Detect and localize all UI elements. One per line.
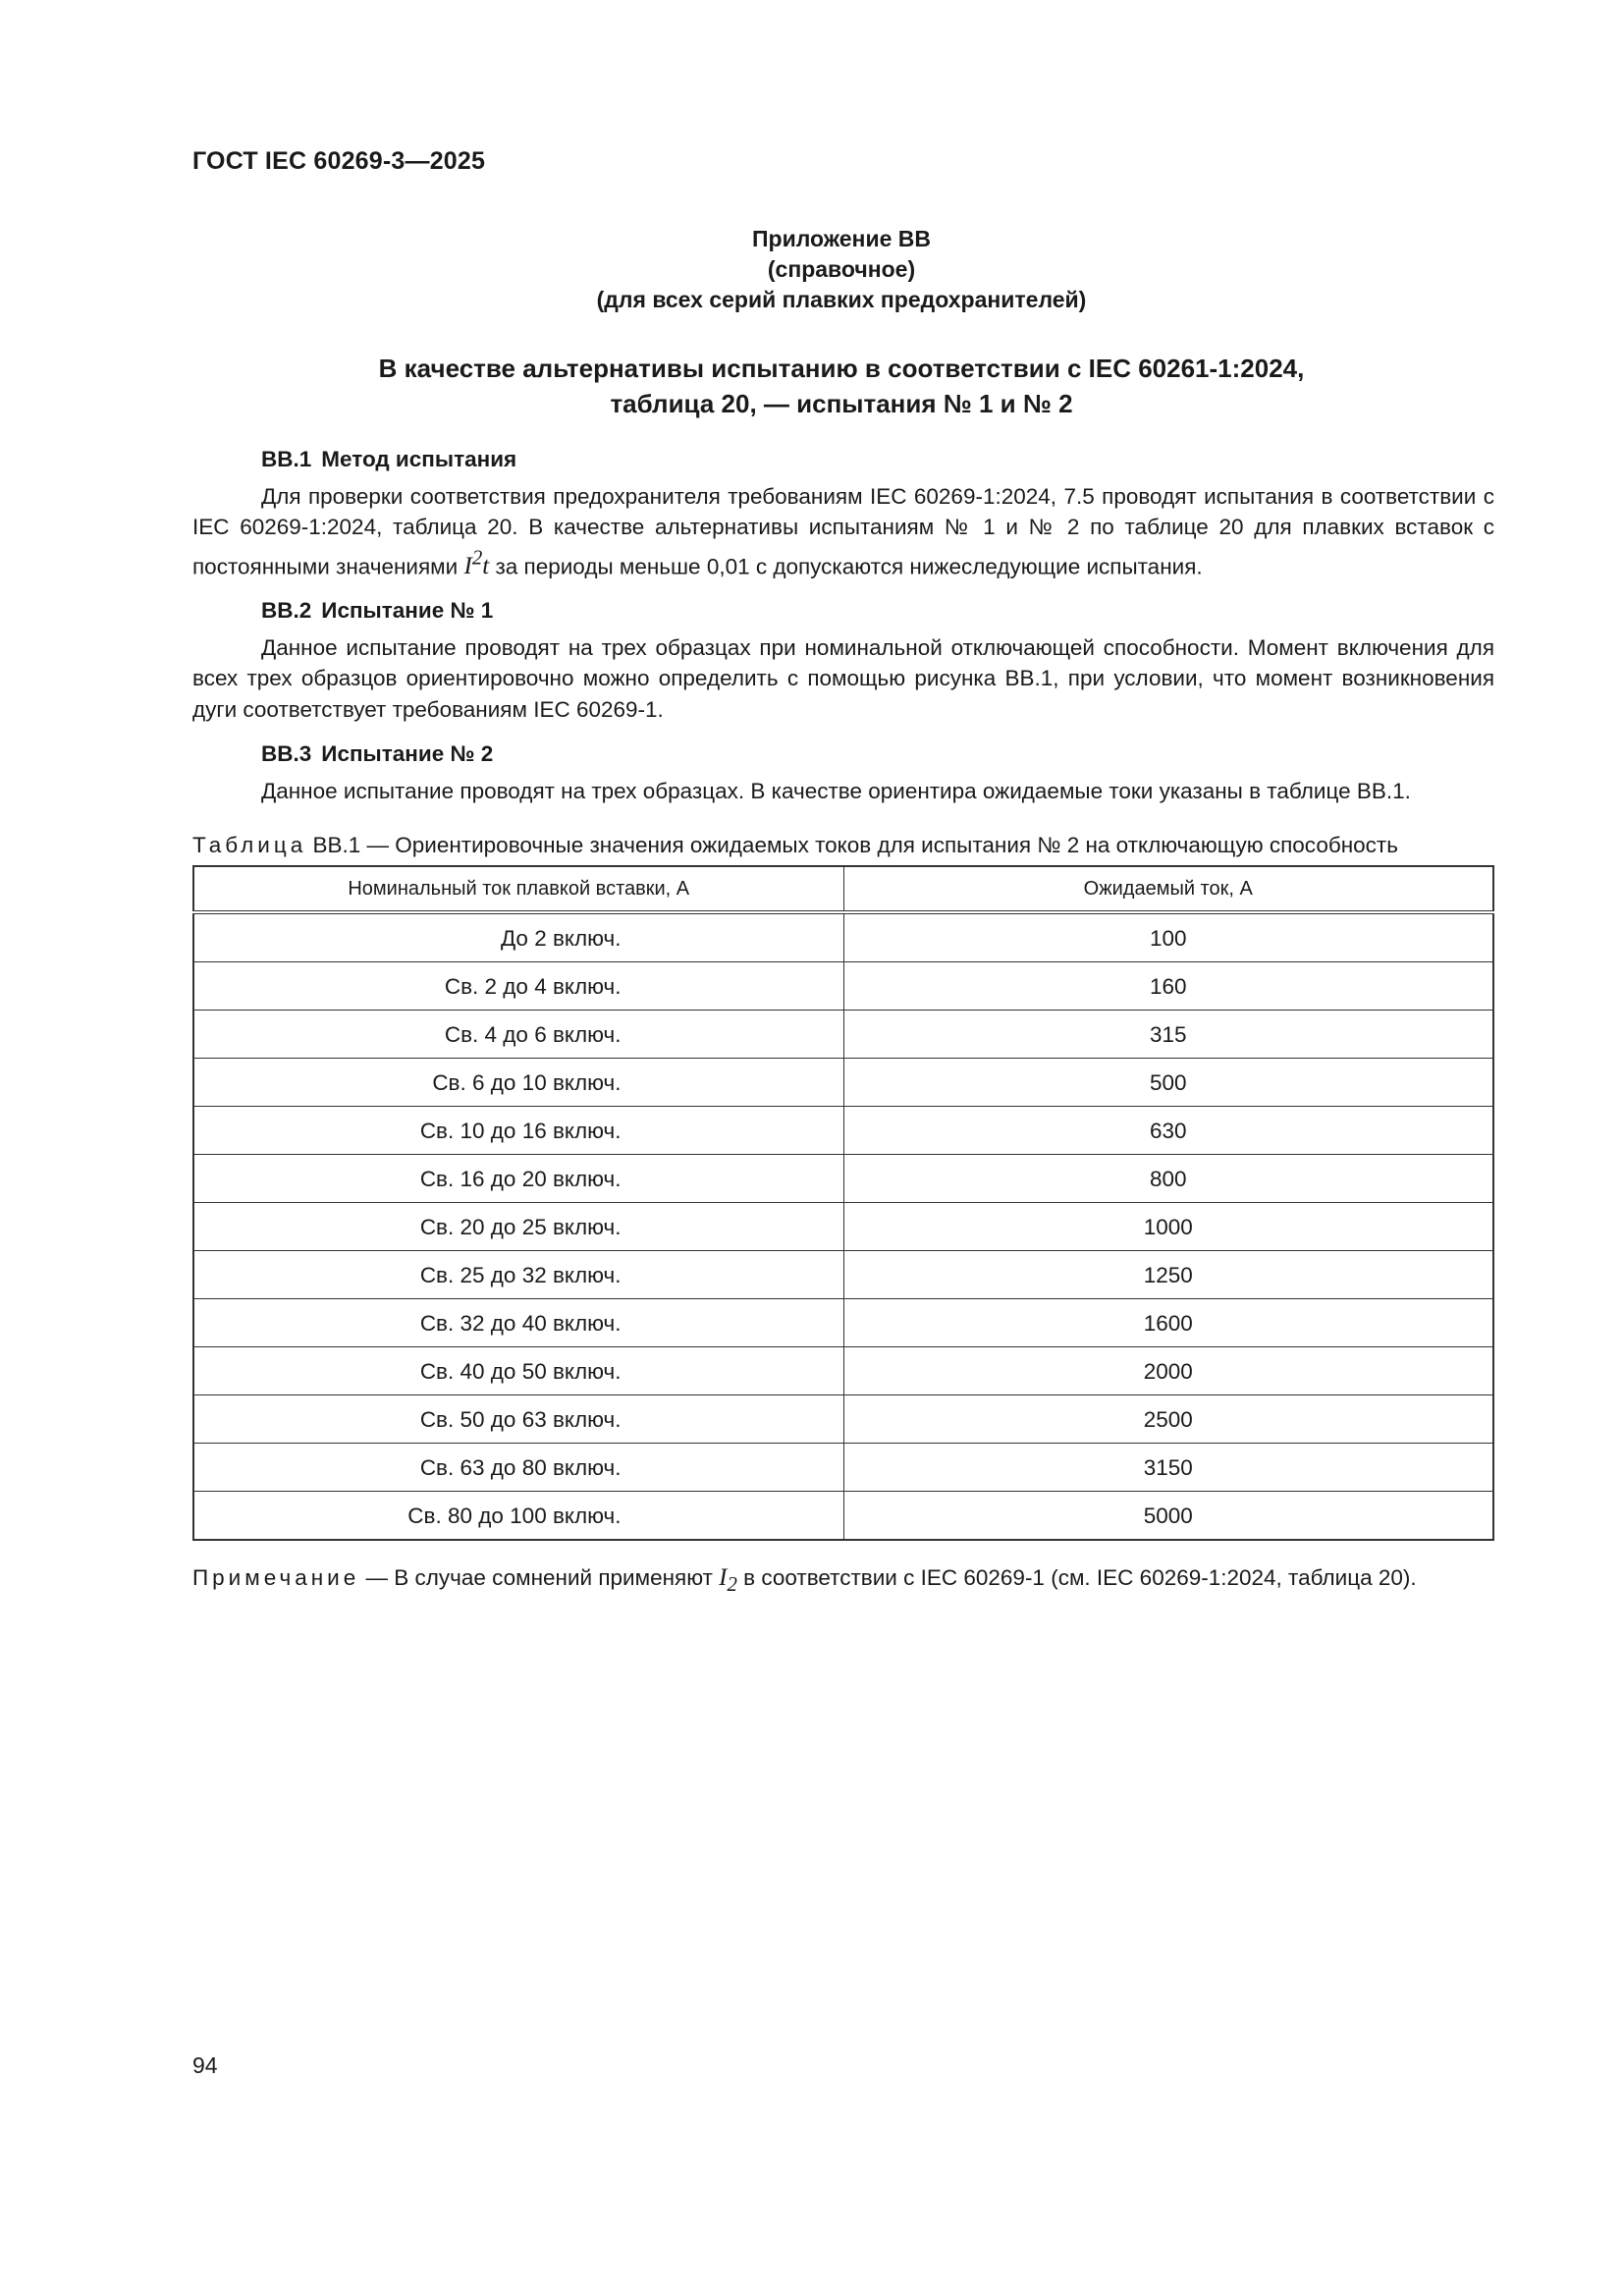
cell-expected-current: 3150 xyxy=(843,1444,1493,1492)
table-row xyxy=(193,1011,1493,1059)
cell-expected-current: 1600 xyxy=(843,1299,1493,1347)
table-row xyxy=(193,1155,1493,1203)
table-row xyxy=(193,1492,1493,1541)
table-header-row xyxy=(193,866,1493,912)
cell-expected-current: 630 xyxy=(843,1107,1493,1155)
annex-subtitle-line-2: таблица 20, — испытания № 1 и № 2 xyxy=(610,389,1073,418)
math-base: I xyxy=(463,552,472,579)
cell-rated-current: До 2 включ. xyxy=(193,912,843,962)
section-heading-bb3 xyxy=(261,738,1494,770)
annex-subtitle-line-1: В качестве альтернативы испытанию в соответствии с IEC 60261-1:2024, xyxy=(378,354,1305,383)
cell-expected-current: 800 xyxy=(843,1155,1493,1203)
table-row xyxy=(193,1107,1493,1155)
table-row xyxy=(193,1395,1493,1444)
section-paragraph-bb2: Данное испытание проводят на трех образцах при номинальной отключающей способности. Момент включения для всех трех образцов ориентировочно можно определить с помощью рисунка ВВ.1, при условии, что момент возникновения дуги соответствует требованиям IEC 60269-1. xyxy=(192,634,1494,722)
section-heading-bb1 xyxy=(261,444,1494,475)
math-superscript: 2 xyxy=(471,545,483,570)
cell-expected-current: 100 xyxy=(843,912,1493,962)
cell-rated-current: Св. 63 до 80 включ. xyxy=(193,1444,843,1492)
cell-expected-current: 160 xyxy=(843,962,1493,1011)
expected-current-table xyxy=(192,865,1494,1541)
cell-expected-current: 500 xyxy=(843,1059,1493,1107)
note-text: — В случае сомнений применяют xyxy=(359,1565,720,1591)
section-number: ВВ.1 xyxy=(261,447,312,471)
column-header-rated-current: Номинальный ток плавкой вставки, А xyxy=(193,866,843,912)
section-number: ВВ.2 xyxy=(261,598,312,624)
paragraph-text: за периоды меньше 0,01 с допускаются нижеследующие испытания. xyxy=(489,553,1203,578)
section-title: Метод испытания xyxy=(321,447,517,471)
cell-expected-current: 5000 xyxy=(843,1492,1493,1541)
cell-rated-current: Св. 4 до 6 включ. xyxy=(193,1011,843,1059)
annex-status: (справочное) xyxy=(767,256,916,282)
table-row xyxy=(193,1444,1493,1492)
annex-subtitle xyxy=(192,351,1490,421)
section-title: Испытание № 1 xyxy=(321,598,494,624)
table-body xyxy=(193,912,1493,1540)
table-note xyxy=(192,1562,1494,1600)
annex-title: Приложение ВВ xyxy=(751,226,931,251)
cell-rated-current: Св. 32 до 40 включ. xyxy=(193,1299,843,1347)
cell-rated-current: Св. 40 до 50 включ. xyxy=(193,1347,843,1395)
cell-expected-current: 2000 xyxy=(843,1347,1493,1395)
cell-rated-current: Св. 80 до 100 включ. xyxy=(193,1492,843,1541)
cell-rated-current: Св. 16 до 20 включ. xyxy=(193,1155,843,1203)
section-number: ВВ.3 xyxy=(261,741,312,767)
cell-rated-current: Св. 20 до 25 включ. xyxy=(193,1203,843,1251)
page-number: 94 xyxy=(192,2052,218,2078)
cell-rated-current: Св. 25 до 32 включ. xyxy=(193,1251,843,1299)
document-code: ГОСТ IEC 60269-3—2025 xyxy=(192,147,486,175)
cell-rated-current: Св. 6 до 10 включ. xyxy=(193,1059,843,1107)
section-paragraph-bb3: Данное испытание проводят на трех образцах. В качестве ориентира ожидаемые токи указаны в таблице ВВ.1. xyxy=(261,778,1411,803)
document-body xyxy=(192,444,1494,1622)
table-caption xyxy=(192,832,1494,859)
table-row xyxy=(193,962,1493,1011)
table-row xyxy=(193,1203,1493,1251)
section-heading-bb2 xyxy=(261,595,1494,627)
cell-rated-current: Св. 10 до 16 включ. xyxy=(193,1107,843,1155)
note-label: Примечание xyxy=(192,1565,360,1591)
table-caption-text: ВВ.1 — Ориентировочные значения ожидаемых токов для испытания № 2 на отключающую способность xyxy=(306,833,1398,858)
table-row xyxy=(193,912,1493,962)
table-row xyxy=(193,1299,1493,1347)
section-paragraph-bb1 xyxy=(192,481,1494,582)
cell-rated-current: Св. 50 до 63 включ. xyxy=(193,1395,843,1444)
note-text: в соответствии с IEC 60269-1 (см. IEC 60269-1:2024, таблица 20). xyxy=(736,1565,1417,1591)
math-base: I xyxy=(719,1564,728,1592)
table-caption-label: Таблица xyxy=(192,833,307,858)
math-i-sub-2 xyxy=(719,1564,737,1597)
table-row xyxy=(193,1347,1493,1395)
cell-expected-current: 1000 xyxy=(843,1203,1493,1251)
cell-expected-current: 1250 xyxy=(843,1251,1493,1299)
math-i-squared-t xyxy=(463,545,490,579)
column-header-expected-current: Ожидаемый ток, А xyxy=(843,866,1493,912)
section-title: Испытание № 2 xyxy=(321,741,494,767)
cell-expected-current: 315 xyxy=(843,1011,1493,1059)
annex-scope: (для всех серий плавких предохранителей) xyxy=(596,287,1087,312)
cell-rated-current: Св. 2 до 4 включ. xyxy=(193,962,843,1011)
cell-expected-current: 2500 xyxy=(843,1395,1493,1444)
math-subscript: 2 xyxy=(727,1572,737,1597)
math-variable: t xyxy=(482,552,490,579)
paragraph-text: Для проверки соответствия предохранителя требованиям IEC 60269-1:2024, 7.5 проводят испытания в соответствии с IEC 60269-1:2024, таблица 20. В качестве альтернативы испытаниям № 1 и № 2 по таблице 20 для плавких вставок с постоянными значениями xyxy=(192,483,1494,578)
table-row xyxy=(193,1251,1493,1299)
table-row xyxy=(193,1059,1493,1107)
annex-heading xyxy=(192,224,1490,421)
